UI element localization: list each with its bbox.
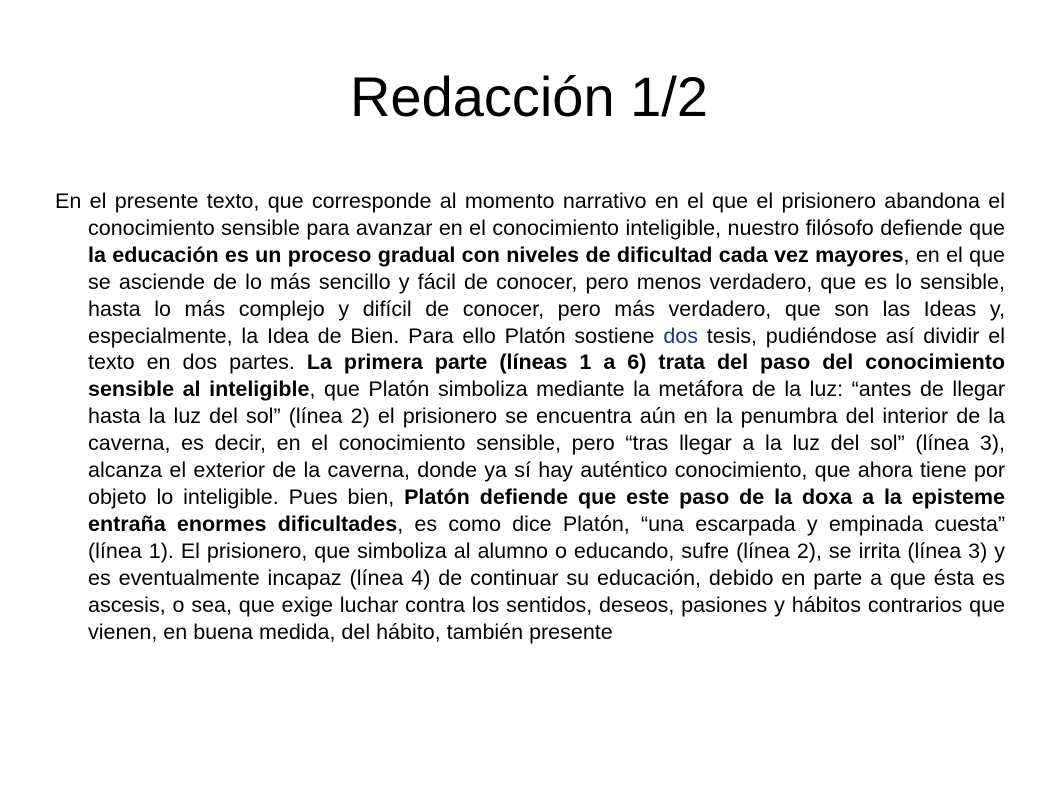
text-run: , que Platón simboliza mediante la metáfora de la luz: “antes de llegar hasta la luz del sol” (línea 2) el prisionero se encuentra aún en la penumbra del interior de la caverna, es decir, en el conocimiento sensible, pero “tras llegar a la luz del sol” (línea 3), alcanza el exterior de la caverna, donde ya sí hay auténtico conocimiento, que ahora tiene por objeto lo inteligible. Pues bien, xyxy=(88,377,1005,509)
text-run: tesis, pudiéndose así dividir el texto en dos partes. xyxy=(88,323,1005,375)
slide-title: Redacción 1/2 xyxy=(349,65,708,128)
bold-difficulty: Platón defiende que este paso de la doxa a la episteme entraña enormes dificultades xyxy=(88,484,1005,536)
text-run: , es como dice Platón, “una escarpada y empinada cuesta” (línea 1). El prisionero, que simboliza al alumno o educando, sufre (línea 2), se irrita (línea 3) y es eventualmente incapaz (línea 4) de continuar su educación, debido en parte a que ésta es ascesis, o sea, que exige luchar contra los sentidos, deseos, pasiones y hábitos contrarios que vienen, en buena medida, del hábito, también presente xyxy=(88,511,1005,644)
bold-thesis: la educación es un proceso gradual con niveles de dificultad cada vez mayores xyxy=(88,242,904,267)
highlighted-word: dos xyxy=(663,323,698,348)
body-paragraph xyxy=(55,188,1005,793)
text-run: , en el que se asciende de lo más sencillo y fácil de conocer, pero menos verdadero, que es lo sensible, hasta lo más complejo y difícil de conocer, pero más verdadero, que son las Ideas y, especialmente, la Idea de Bien. Para ello Platón sostiene xyxy=(88,242,1005,348)
bold-first-part: La primera parte (líneas 1 a 6) trata del paso del conocimiento sensible al inteligible xyxy=(88,350,1005,402)
text-run: En el presente texto, que corresponde al momento narrativo en el que el prisionero abandona el conocimiento sensible para avanzar en el conocimiento inteligible, nuestro filósofo defiende que xyxy=(55,189,1005,240)
